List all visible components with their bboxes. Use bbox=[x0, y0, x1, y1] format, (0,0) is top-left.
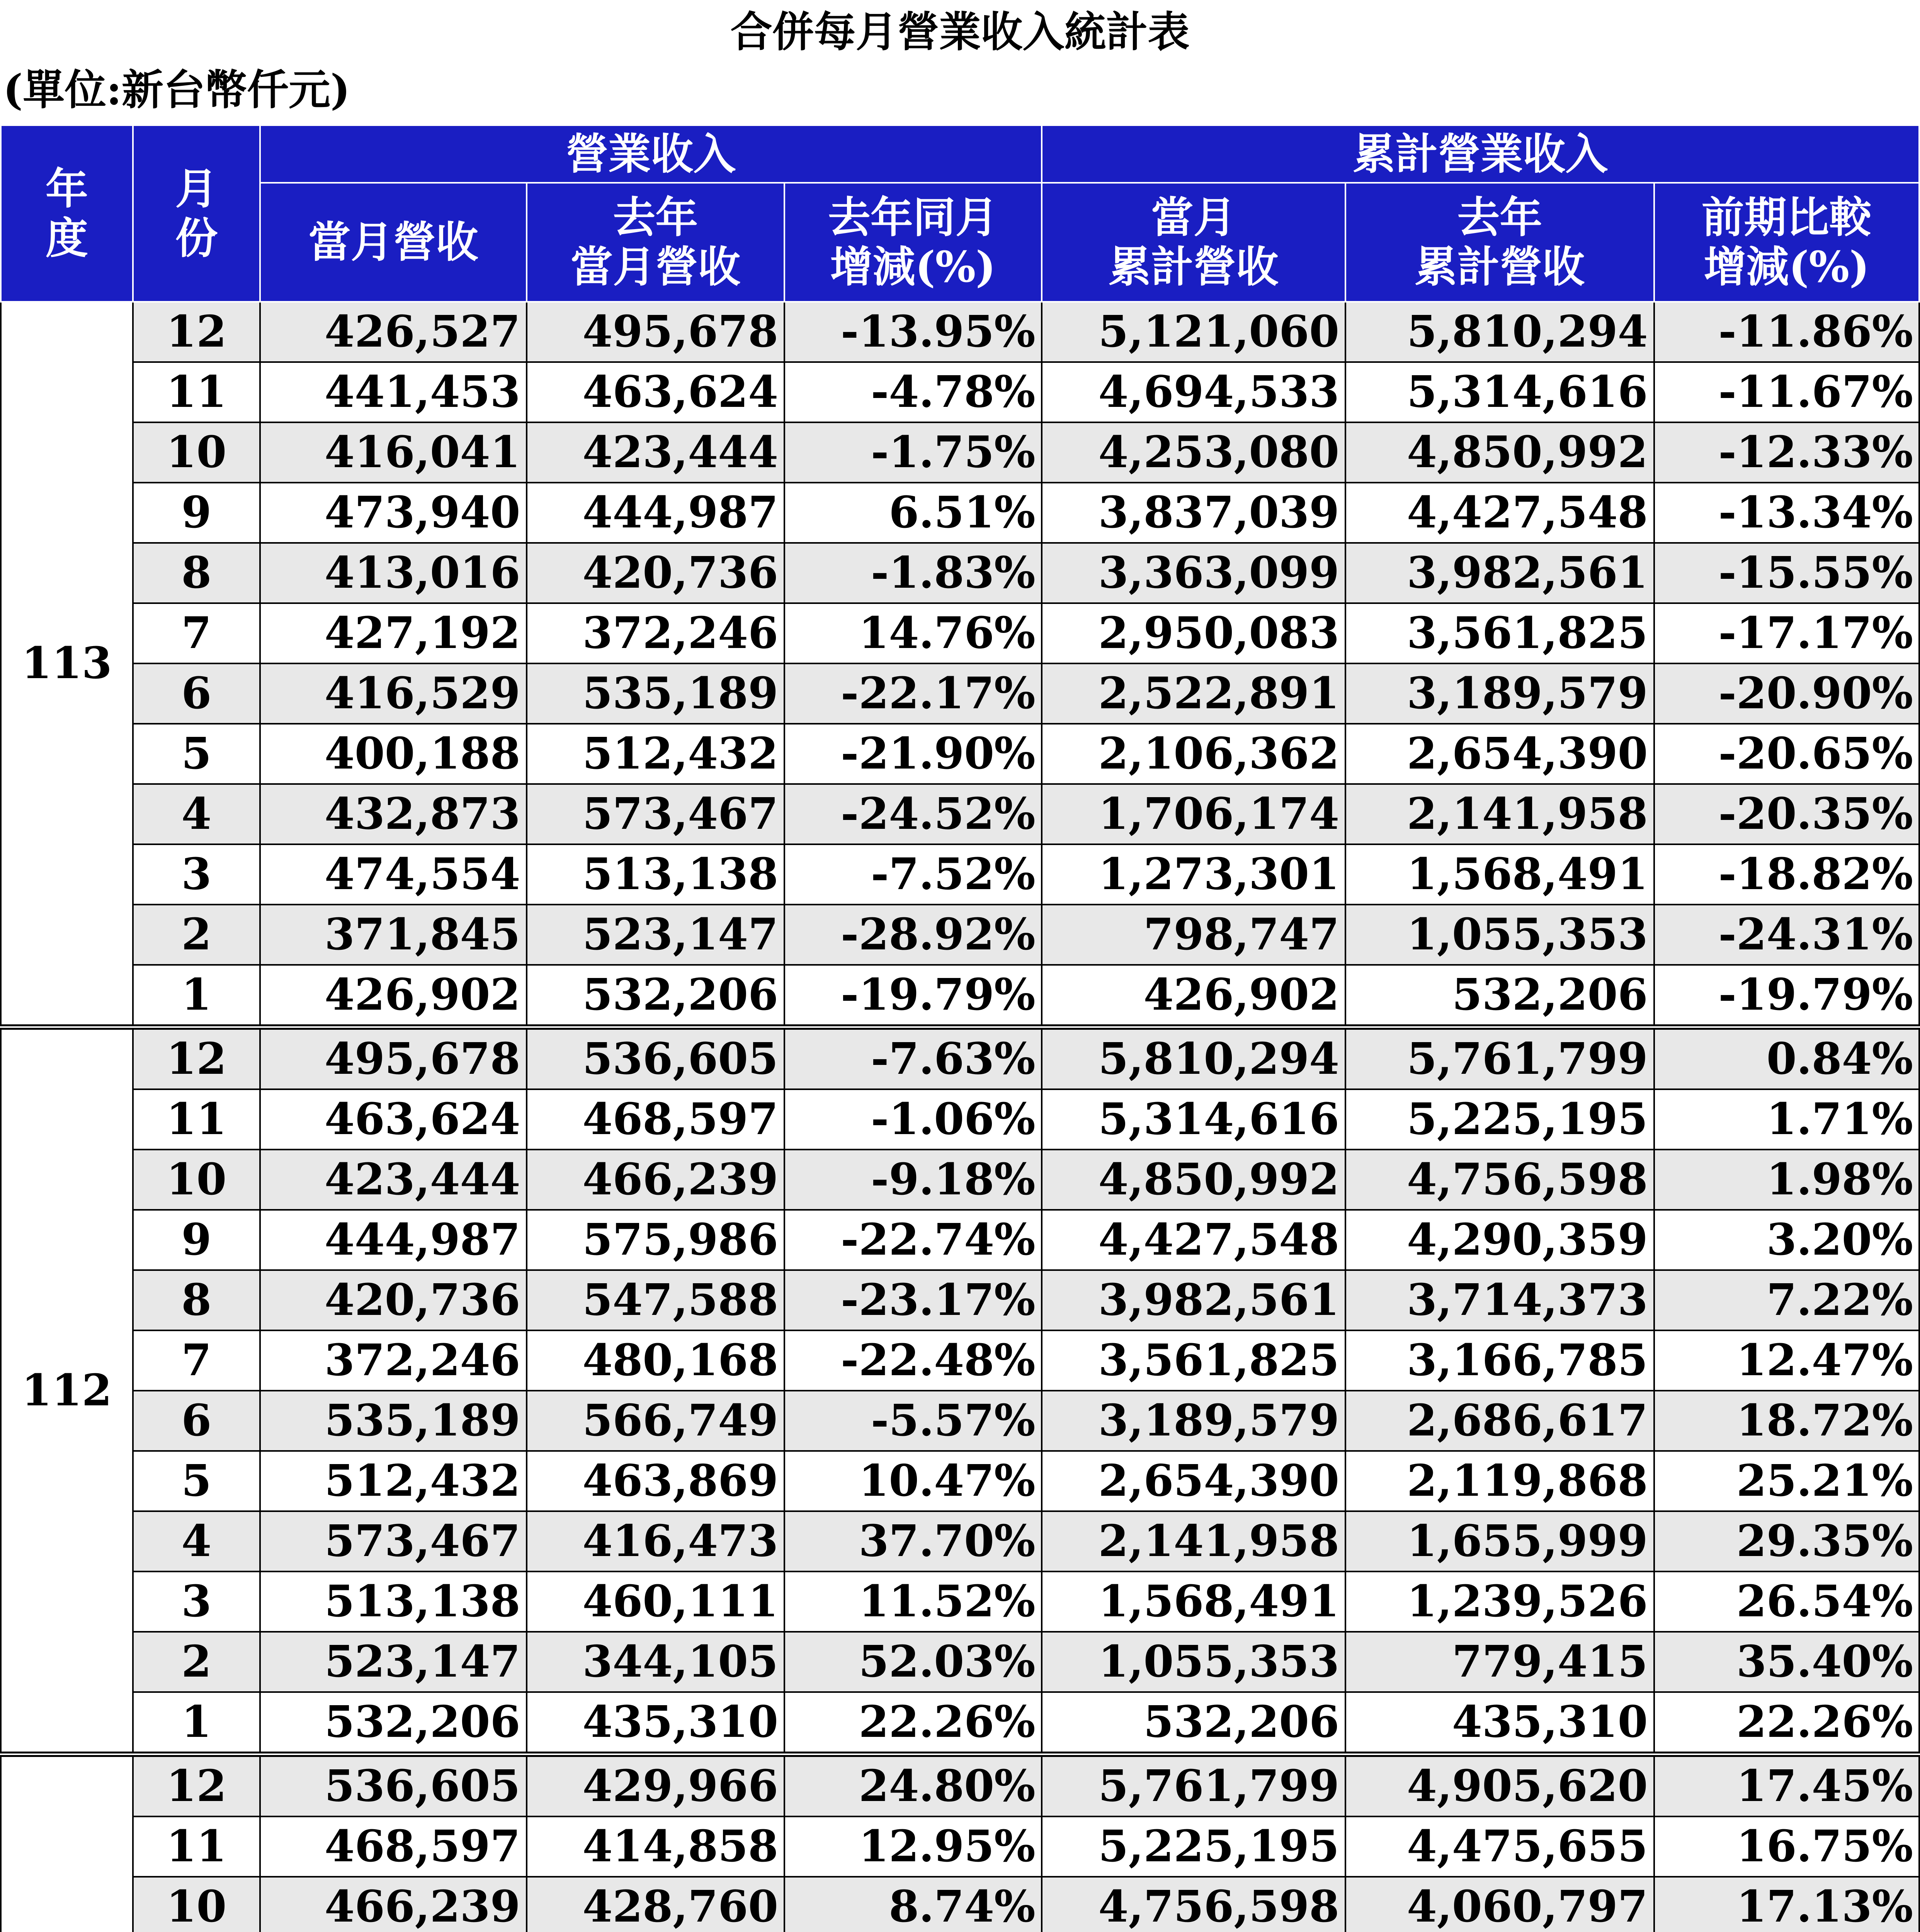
table-row bbox=[1, 1692, 1919, 1754]
cum-change-cell: 7.22% bbox=[1654, 1270, 1920, 1330]
prev-month-rev-cell: 344,105 bbox=[527, 1632, 785, 1692]
header-cumulative-group: 累計營業收入 bbox=[1042, 125, 1919, 183]
cur-month-rev-cell: 495,678 bbox=[260, 1027, 526, 1089]
cur-cum-rev-cell: 4,427,548 bbox=[1042, 1210, 1346, 1270]
prev-cum-rev-cell: 2,686,617 bbox=[1345, 1391, 1654, 1451]
cum-change-cell: -12.33% bbox=[1654, 422, 1920, 483]
cur-cum-rev-cell: 3,837,039 bbox=[1042, 483, 1346, 543]
cur-cum-rev-cell: 5,810,294 bbox=[1042, 1027, 1346, 1089]
cum-change-cell: 22.26% bbox=[1654, 1692, 1920, 1754]
month-cell: 7 bbox=[133, 1330, 260, 1391]
cum-change-cell: 12.47% bbox=[1654, 1330, 1920, 1391]
prev-cum-rev-cell: 5,810,294 bbox=[1345, 302, 1654, 362]
cur-month-rev-cell: 535,189 bbox=[260, 1391, 526, 1451]
prev-cum-rev-cell: 1,655,999 bbox=[1345, 1511, 1654, 1571]
prev-cum-rev-cell: 2,141,958 bbox=[1345, 784, 1654, 844]
cur-cum-rev-cell: 3,363,099 bbox=[1042, 543, 1346, 603]
table-row bbox=[1, 784, 1919, 844]
month-cell: 1 bbox=[133, 1692, 260, 1754]
page-title: 合併每月營業收入統計表 bbox=[730, 8, 1190, 56]
cur-cum-rev-cell: 5,314,616 bbox=[1042, 1089, 1346, 1150]
header-cum-change: 前期比較 增減(%) bbox=[1654, 183, 1920, 302]
table-row bbox=[1, 663, 1919, 724]
cum-change-cell: 1.71% bbox=[1654, 1089, 1920, 1150]
header-year: 年 度 bbox=[1, 125, 133, 302]
month-cell: 11 bbox=[133, 1089, 260, 1150]
cur-cum-rev-cell: 3,561,825 bbox=[1042, 1330, 1346, 1391]
prev-month-rev-cell: 466,239 bbox=[527, 1150, 785, 1210]
month-cell: 1 bbox=[133, 965, 260, 1027]
prev-cum-rev-cell: 3,189,579 bbox=[1345, 663, 1654, 724]
prev-month-rev-cell: 547,588 bbox=[527, 1270, 785, 1330]
prev-cum-rev-cell: 2,119,868 bbox=[1345, 1451, 1654, 1511]
cum-change-cell: 17.45% bbox=[1654, 1754, 1920, 1816]
yoy-change-cell: -1.75% bbox=[784, 422, 1042, 483]
cur-month-rev-cell: 536,605 bbox=[260, 1754, 526, 1816]
month-cell: 4 bbox=[133, 784, 260, 844]
yoy-change-cell: -1.06% bbox=[784, 1089, 1042, 1150]
prev-cum-rev-cell: 3,714,373 bbox=[1345, 1270, 1654, 1330]
yoy-change-cell: -21.90% bbox=[784, 724, 1042, 784]
yoy-change-cell: -1.83% bbox=[784, 543, 1042, 603]
table-row bbox=[1, 302, 1919, 362]
month-cell: 10 bbox=[133, 422, 260, 483]
cur-month-rev-cell: 523,147 bbox=[260, 1632, 526, 1692]
prev-cum-rev-cell: 5,761,799 bbox=[1345, 1027, 1654, 1089]
table-row bbox=[1, 543, 1919, 603]
prev-cum-rev-cell: 4,427,548 bbox=[1345, 483, 1654, 543]
prev-month-rev-cell: 532,206 bbox=[527, 965, 785, 1027]
prev-cum-rev-cell: 5,314,616 bbox=[1345, 362, 1654, 422]
cur-cum-rev-cell: 1,273,301 bbox=[1042, 844, 1346, 905]
cur-cum-rev-cell: 2,950,083 bbox=[1042, 603, 1346, 663]
cum-change-cell: -13.34% bbox=[1654, 483, 1920, 543]
table-row bbox=[1, 1150, 1919, 1210]
table-row bbox=[1, 844, 1919, 905]
cur-cum-rev-cell: 3,189,579 bbox=[1042, 1391, 1346, 1451]
table-row bbox=[1, 1027, 1919, 1089]
cur-cum-rev-cell: 3,982,561 bbox=[1042, 1270, 1346, 1330]
cur-cum-rev-cell: 426,902 bbox=[1042, 965, 1346, 1027]
table-row bbox=[1, 362, 1919, 422]
month-cell: 3 bbox=[133, 1571, 260, 1632]
table-row bbox=[1, 1877, 1919, 1932]
table-row bbox=[1, 1754, 1919, 1816]
cur-cum-rev-cell: 5,121,060 bbox=[1042, 302, 1346, 362]
prev-month-rev-cell: 468,597 bbox=[527, 1089, 785, 1150]
cur-cum-rev-cell: 4,756,598 bbox=[1042, 1877, 1346, 1932]
prev-month-rev-cell: 463,624 bbox=[527, 362, 785, 422]
prev-cum-rev-cell: 1,568,491 bbox=[1345, 844, 1654, 905]
table-row bbox=[1, 603, 1919, 663]
prev-month-rev-cell: 512,432 bbox=[527, 724, 785, 784]
cur-cum-rev-cell: 4,253,080 bbox=[1042, 422, 1346, 483]
cur-cum-rev-cell: 2,106,362 bbox=[1042, 724, 1346, 784]
cum-change-cell: 0.84% bbox=[1654, 1027, 1920, 1089]
cur-month-rev-cell: 413,016 bbox=[260, 543, 526, 603]
year-cell: 112 bbox=[1, 1027, 133, 1754]
cur-month-rev-cell: 441,453 bbox=[260, 362, 526, 422]
prev-month-rev-cell: 372,246 bbox=[527, 603, 785, 663]
yoy-change-cell: -22.17% bbox=[784, 663, 1042, 724]
yoy-change-cell: -22.74% bbox=[784, 1210, 1042, 1270]
yoy-change-cell: 14.76% bbox=[784, 603, 1042, 663]
cum-change-cell: 29.35% bbox=[1654, 1511, 1920, 1571]
year-cell: 113 bbox=[1, 302, 133, 1027]
yoy-change-cell: -23.17% bbox=[784, 1270, 1042, 1330]
prev-month-rev-cell: 435,310 bbox=[527, 1692, 785, 1754]
prev-month-rev-cell: 566,749 bbox=[527, 1391, 785, 1451]
yoy-change-cell: 22.26% bbox=[784, 1692, 1042, 1754]
cur-cum-rev-cell: 1,568,491 bbox=[1042, 1571, 1346, 1632]
header-yoy-change: 去年同月 增減(%) bbox=[784, 183, 1042, 302]
prev-month-rev-cell: 573,467 bbox=[527, 784, 785, 844]
cur-month-rev-cell: 444,987 bbox=[260, 1210, 526, 1270]
header-revenue-group: 營業收入 bbox=[260, 125, 1041, 183]
prev-month-rev-cell: 429,966 bbox=[527, 1754, 785, 1816]
prev-month-rev-cell: 463,869 bbox=[527, 1451, 785, 1511]
cur-month-rev-cell: 468,597 bbox=[260, 1816, 526, 1877]
month-cell: 8 bbox=[133, 1270, 260, 1330]
cur-month-rev-cell: 400,188 bbox=[260, 724, 526, 784]
cur-cum-rev-cell: 1,055,353 bbox=[1042, 1632, 1346, 1692]
month-cell: 4 bbox=[133, 1511, 260, 1571]
prev-month-rev-cell: 460,111 bbox=[527, 1571, 785, 1632]
prev-month-rev-cell: 428,760 bbox=[527, 1877, 785, 1932]
cum-change-cell: -18.82% bbox=[1654, 844, 1920, 905]
header-cur-cum-rev: 當月 累計營收 bbox=[1042, 183, 1346, 302]
table-row bbox=[1, 1632, 1919, 1692]
prev-cum-rev-cell: 4,756,598 bbox=[1345, 1150, 1654, 1210]
yoy-change-cell: -7.52% bbox=[784, 844, 1042, 905]
cum-change-cell: -11.67% bbox=[1654, 362, 1920, 422]
prev-month-rev-cell: 513,138 bbox=[527, 844, 785, 905]
cur-month-rev-cell: 427,192 bbox=[260, 603, 526, 663]
cum-change-cell: 1.98% bbox=[1654, 1150, 1920, 1210]
month-cell: 2 bbox=[133, 905, 260, 965]
cur-month-rev-cell: 512,432 bbox=[260, 1451, 526, 1511]
prev-cum-rev-cell: 532,206 bbox=[1345, 965, 1654, 1027]
cur-cum-rev-cell: 2,654,390 bbox=[1042, 1451, 1346, 1511]
prev-cum-rev-cell: 1,055,353 bbox=[1345, 905, 1654, 965]
table-row bbox=[1, 1210, 1919, 1270]
prev-cum-rev-cell: 4,905,620 bbox=[1345, 1754, 1654, 1816]
yoy-change-cell: 10.47% bbox=[784, 1451, 1042, 1511]
prev-cum-rev-cell: 4,850,992 bbox=[1345, 422, 1654, 483]
cur-month-rev-cell: 416,529 bbox=[260, 663, 526, 724]
month-cell: 10 bbox=[133, 1877, 260, 1932]
table-row bbox=[1, 965, 1919, 1027]
cum-change-cell: -20.35% bbox=[1654, 784, 1920, 844]
yoy-change-cell: -7.63% bbox=[784, 1027, 1042, 1089]
prev-cum-rev-cell: 3,982,561 bbox=[1345, 543, 1654, 603]
cum-change-cell: -19.79% bbox=[1654, 965, 1920, 1027]
month-cell: 5 bbox=[133, 1451, 260, 1511]
yoy-change-cell: 6.51% bbox=[784, 483, 1042, 543]
month-cell: 2 bbox=[133, 1632, 260, 1692]
prev-cum-rev-cell: 779,415 bbox=[1345, 1632, 1654, 1692]
cur-month-rev-cell: 463,624 bbox=[260, 1089, 526, 1150]
cur-month-rev-cell: 573,467 bbox=[260, 1511, 526, 1571]
month-cell: 9 bbox=[133, 1210, 260, 1270]
cum-change-cell: -17.17% bbox=[1654, 603, 1920, 663]
prev-cum-rev-cell: 3,561,825 bbox=[1345, 603, 1654, 663]
yoy-change-cell: -13.95% bbox=[784, 302, 1042, 362]
table-row bbox=[1, 1089, 1919, 1150]
cur-month-rev-cell: 473,940 bbox=[260, 483, 526, 543]
cum-change-cell: 25.21% bbox=[1654, 1451, 1920, 1511]
cur-month-rev-cell: 423,444 bbox=[260, 1150, 526, 1210]
prev-month-rev-cell: 420,736 bbox=[527, 543, 785, 603]
cur-cum-rev-cell: 1,706,174 bbox=[1042, 784, 1346, 844]
cur-cum-rev-cell: 5,225,195 bbox=[1042, 1816, 1346, 1877]
table-row bbox=[1, 1816, 1919, 1877]
cur-cum-rev-cell: 5,761,799 bbox=[1042, 1754, 1346, 1816]
unit-note: (單位:新台幣仟元) bbox=[3, 66, 350, 114]
month-cell: 10 bbox=[133, 1150, 260, 1210]
cur-cum-rev-cell: 798,747 bbox=[1042, 905, 1346, 965]
cur-month-rev-cell: 432,873 bbox=[260, 784, 526, 844]
header-cur-month-rev: 當月營收 bbox=[260, 183, 526, 302]
prev-month-rev-cell: 575,986 bbox=[527, 1210, 785, 1270]
cum-change-cell: 35.40% bbox=[1654, 1632, 1920, 1692]
table-row bbox=[1, 1511, 1919, 1571]
prev-month-rev-cell: 495,678 bbox=[527, 302, 785, 362]
table-row bbox=[1, 1391, 1919, 1451]
table-row bbox=[1, 422, 1919, 483]
yoy-change-cell: -28.92% bbox=[784, 905, 1042, 965]
yoy-change-cell: -4.78% bbox=[784, 362, 1042, 422]
month-cell: 12 bbox=[133, 1027, 260, 1089]
table-row bbox=[1, 905, 1919, 965]
prev-month-rev-cell: 536,605 bbox=[527, 1027, 785, 1089]
cum-change-cell: -20.65% bbox=[1654, 724, 1920, 784]
cur-month-rev-cell: 513,138 bbox=[260, 1571, 526, 1632]
table-row bbox=[1, 724, 1919, 784]
month-cell: 6 bbox=[133, 1391, 260, 1451]
cur-cum-rev-cell: 4,850,992 bbox=[1042, 1150, 1346, 1210]
prev-month-rev-cell: 523,147 bbox=[527, 905, 785, 965]
prev-month-rev-cell: 444,987 bbox=[527, 483, 785, 543]
yoy-change-cell: -19.79% bbox=[784, 965, 1042, 1027]
prev-cum-rev-cell: 5,225,195 bbox=[1345, 1089, 1654, 1150]
month-cell: 11 bbox=[133, 362, 260, 422]
month-cell: 12 bbox=[133, 1754, 260, 1816]
cur-month-rev-cell: 420,736 bbox=[260, 1270, 526, 1330]
table-body bbox=[1, 302, 1919, 1932]
yoy-change-cell: -22.48% bbox=[784, 1330, 1042, 1391]
cum-change-cell: 26.54% bbox=[1654, 1571, 1920, 1632]
cur-cum-rev-cell: 532,206 bbox=[1042, 1692, 1346, 1754]
cum-change-cell: 18.72% bbox=[1654, 1391, 1920, 1451]
table-row bbox=[1, 1330, 1919, 1391]
cum-change-cell: -20.90% bbox=[1654, 663, 1920, 724]
month-cell: 8 bbox=[133, 543, 260, 603]
prev-month-rev-cell: 423,444 bbox=[527, 422, 785, 483]
month-cell: 12 bbox=[133, 302, 260, 362]
cur-cum-rev-cell: 2,141,958 bbox=[1042, 1511, 1346, 1571]
revenue-table bbox=[0, 124, 1920, 1932]
table-row bbox=[1, 1571, 1919, 1632]
prev-cum-rev-cell: 3,166,785 bbox=[1345, 1330, 1654, 1391]
cum-change-cell: 16.75% bbox=[1654, 1816, 1920, 1877]
cur-month-rev-cell: 426,527 bbox=[260, 302, 526, 362]
prev-month-rev-cell: 535,189 bbox=[527, 663, 785, 724]
cur-month-rev-cell: 466,239 bbox=[260, 1877, 526, 1932]
yoy-change-cell: 11.52% bbox=[784, 1571, 1042, 1632]
prev-cum-rev-cell: 435,310 bbox=[1345, 1692, 1654, 1754]
cum-change-cell: -24.31% bbox=[1654, 905, 1920, 965]
cur-month-rev-cell: 474,554 bbox=[260, 844, 526, 905]
yoy-change-cell: 8.74% bbox=[784, 1877, 1042, 1932]
table-row bbox=[1, 1451, 1919, 1511]
yoy-change-cell: -5.57% bbox=[784, 1391, 1042, 1451]
cur-month-rev-cell: 372,246 bbox=[260, 1330, 526, 1391]
yoy-change-cell: -24.52% bbox=[784, 784, 1042, 844]
header-month: 月 份 bbox=[133, 125, 260, 302]
cur-cum-rev-cell: 2,522,891 bbox=[1042, 663, 1346, 724]
month-cell: 3 bbox=[133, 844, 260, 905]
table-row bbox=[1, 483, 1919, 543]
cum-change-cell: 3.20% bbox=[1654, 1210, 1920, 1270]
cur-cum-rev-cell: 4,694,533 bbox=[1042, 362, 1346, 422]
yoy-change-cell: 24.80% bbox=[784, 1754, 1042, 1816]
month-cell: 7 bbox=[133, 603, 260, 663]
header-prev-cum-rev: 去年 累計營收 bbox=[1345, 183, 1654, 302]
yoy-change-cell: 52.03% bbox=[784, 1632, 1042, 1692]
prev-cum-rev-cell: 4,290,359 bbox=[1345, 1210, 1654, 1270]
prev-month-rev-cell: 480,168 bbox=[527, 1330, 785, 1391]
cur-month-rev-cell: 371,845 bbox=[260, 905, 526, 965]
table-row bbox=[1, 1270, 1919, 1330]
month-cell: 6 bbox=[133, 663, 260, 724]
month-cell: 9 bbox=[133, 483, 260, 543]
header-prev-month-rev: 去年 當月營收 bbox=[527, 183, 785, 302]
month-cell: 5 bbox=[133, 724, 260, 784]
prev-cum-rev-cell: 4,060,797 bbox=[1345, 1877, 1654, 1932]
yoy-change-cell: 12.95% bbox=[784, 1816, 1042, 1877]
cum-change-cell: -11.86% bbox=[1654, 302, 1920, 362]
cum-change-cell: 17.13% bbox=[1654, 1877, 1920, 1932]
cur-month-rev-cell: 532,206 bbox=[260, 1692, 526, 1754]
cur-month-rev-cell: 426,902 bbox=[260, 965, 526, 1027]
cur-month-rev-cell: 416,041 bbox=[260, 422, 526, 483]
prev-month-rev-cell: 416,473 bbox=[527, 1511, 785, 1571]
yoy-change-cell: -9.18% bbox=[784, 1150, 1042, 1210]
prev-cum-rev-cell: 4,475,655 bbox=[1345, 1816, 1654, 1877]
prev-cum-rev-cell: 1,239,526 bbox=[1345, 1571, 1654, 1632]
year-cell bbox=[1, 1754, 133, 1932]
prev-cum-rev-cell: 2,654,390 bbox=[1345, 724, 1654, 784]
month-cell: 11 bbox=[133, 1816, 260, 1877]
cum-change-cell: -15.55% bbox=[1654, 543, 1920, 603]
prev-month-rev-cell: 414,858 bbox=[527, 1816, 785, 1877]
yoy-change-cell: 37.70% bbox=[784, 1511, 1042, 1571]
